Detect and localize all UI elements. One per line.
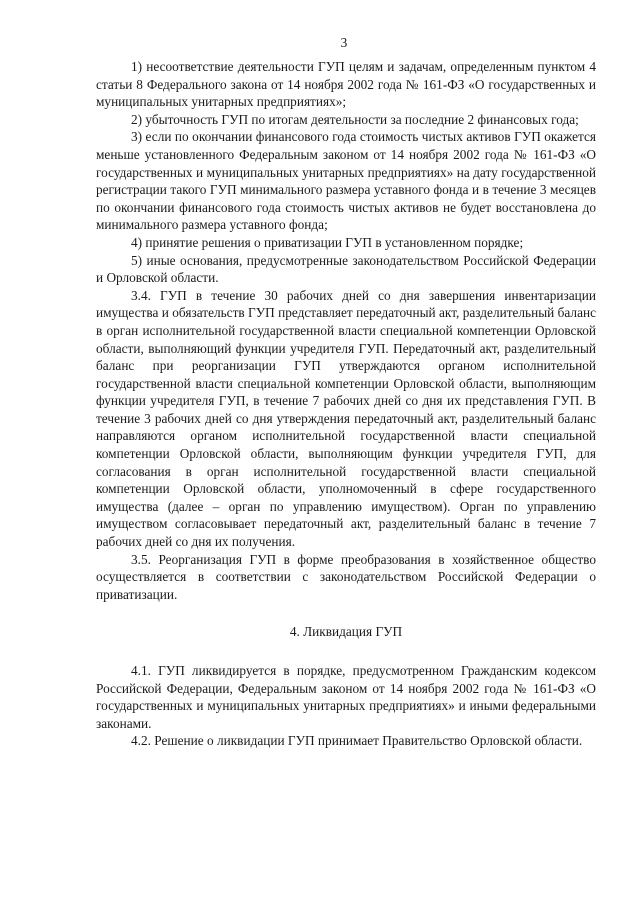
paragraph-4-2: 4.2. Решение о ликвидации ГУП принимает Правительство Орловской области. (131, 733, 583, 749)
section-heading-liquidation: 4. Ликвидация ГУП (289, 624, 403, 640)
paragraph-item-3: 3) если по окончании финансового года стоимость чистых активов ГУП окажется меньше установленного Федеральным законом от 14 ноября 2002 года № 161-ФЗ «О государственных и муниципальных унитарных предприятиях» на дату государственной регистрации такого ГУП минимального размера уставного фонда и в течение 3 месяцев по окончании финансового года стоимость чистых активов не будет восстановлена до минимального размера уставного фонда; (96, 129, 596, 233)
paragraph-3-4: 3.4. ГУП в течение 30 рабочих дней со дня завершения инвентаризации имущества и обязательств ГУП представляет передаточный акт, разделительный баланс в орган исполнительной государственной власти специальной компетенции Орловской области, выполняющий функции учредителя ГУП. Передаточный акт, разделительный баланс при реорганизации ГУП утверждаются органом исполнительной государственной власти специальной компетенции Орловской области, выполняющим функции учредителя ГУП, в течение 7 рабочих дней со дня их представления ГУП. В течение 3 рабочих дней со дня утверждения передаточный акт, разделительный баланс направляются органом исполнительной государственной власти специальной компетенции Орловской области, выполняющим функции учредителя ГУП, для согласования в орган исполнительной государственной власти специальной компетенции Орловской области, уполномоченный в сфере государственного имущества (далее – орган по управлению имуществом). Орган по управлению имуществом согласовывает передаточный акт, разделительный баланс в течение 7 рабочих дней со дня их получения. (96, 287, 596, 550)
paragraph-item-2: 2) убыточность ГУП по итогам деятельности за последние 2 финансовых года; (131, 111, 579, 127)
page-number: 3 (340, 35, 348, 50)
paragraph-item-4: 4) принятие решения о приватизации ГУП в установленном порядке; (131, 234, 524, 250)
paragraph-item-1: 1) несоответствие деятельности ГУП целям и задачам, определенным пунктом 4 статьи 8 Федерального закона от 14 ноября 2002 года № 161-ФЗ «О государственных и муниципальных унитарных предприятиях»; (96, 59, 596, 110)
paragraph-3-5: 3.5. Реорганизация ГУП в форме преобразования в хозяйственное общество осуществляется в соответствии с законодательством Российской Федерации о приватизации. (96, 551, 596, 602)
paragraph-item-5: 5) иные основания, предусмотренные законодательством Российской Федерации и Орловской области. (96, 252, 596, 286)
paragraph-4-1: 4.1. ГУП ликвидируется в порядке, предусмотренном Гражданским кодексом Российской Федерации, Федеральным законом от 14 ноября 2002 года № 161-ФЗ «О государственных и муниципальных унитарных предприятиях» и иными федеральными законами. (96, 663, 596, 731)
